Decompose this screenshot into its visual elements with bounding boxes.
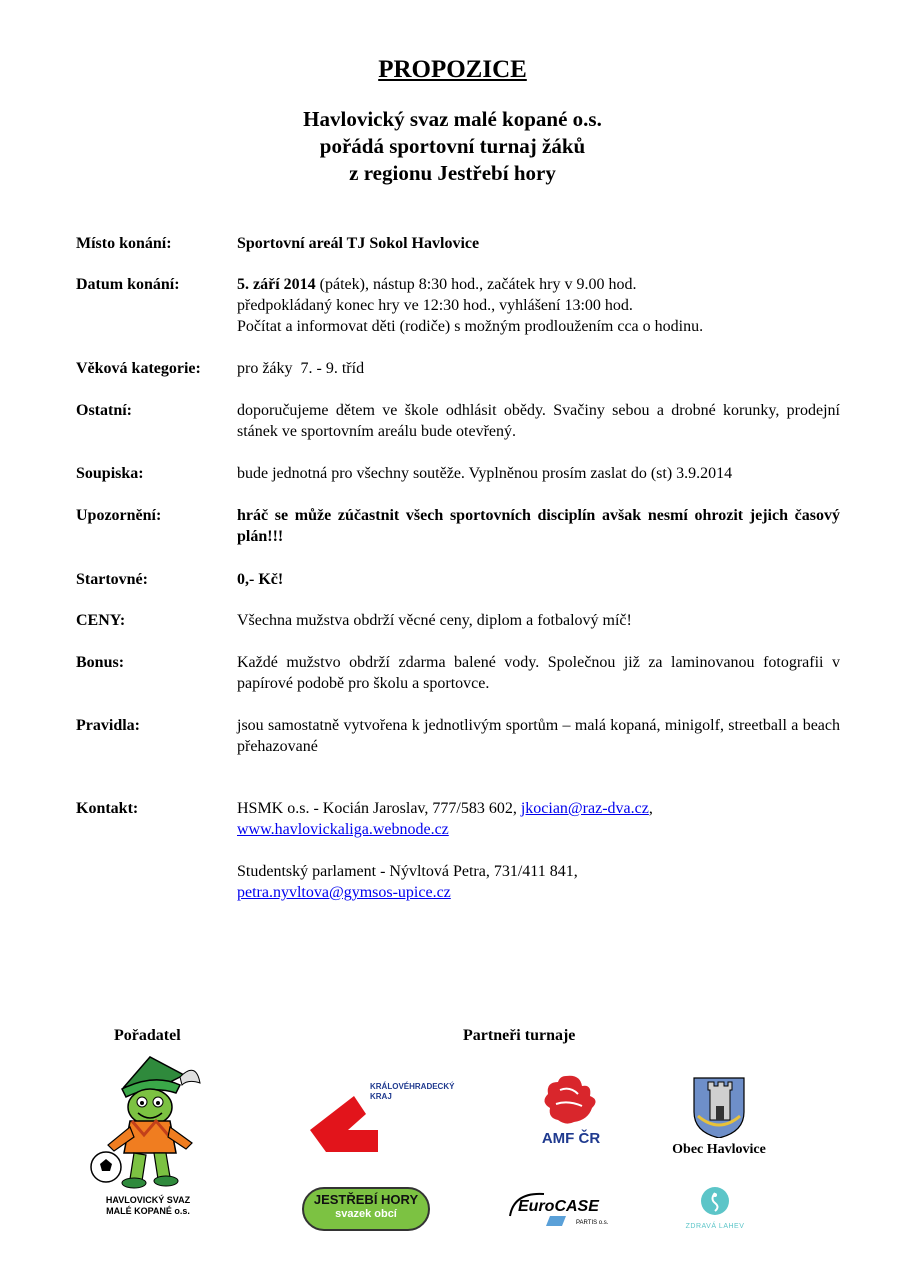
label-datum: Datum konání: <box>76 276 180 293</box>
value-startovne: 0,- Kč! <box>237 571 284 588</box>
zdrava-text: ZDRAVÁ LAHEV <box>685 1223 745 1230</box>
value-vek: pro žáky 7. - 9. tříd <box>237 360 365 377</box>
mascot-illustration <box>84 1055 212 1195</box>
obec-text: Obec Havlovice <box>672 1142 766 1157</box>
jestrebi-hory-logo <box>302 1187 430 1231</box>
obec-havlovice-logo <box>664 1076 774 1162</box>
value-misto: Sportovní areál TJ Sokol Havlovice <box>237 235 480 252</box>
value-kontakt <box>237 798 840 903</box>
havlovicky-svaz-logo <box>84 1055 212 1221</box>
poradatel-logo-line-1: HAVLOVICKÝ SVAZ <box>105 1195 191 1205</box>
label-pravidla: Pravidla: <box>76 717 140 734</box>
label-soupiska: Soupiska: <box>76 465 144 482</box>
eurocase-sub: PARTIS o.s. <box>576 1220 609 1226</box>
label-vek: Věková kategorie: <box>76 360 201 377</box>
datum-line2: předpokládaný konec hry ve 12:30 hod., vyhlášení 13:00 hod. <box>237 297 633 314</box>
contact1-text: HSMK o.s. - Kocián Jaroslav, 777/583 602, <box>237 800 521 817</box>
datum-line3: Počítat a informovat děti (rodiče) s možným prodloužením cca o hodinu. <box>237 318 704 335</box>
label-ostatni: Ostatní: <box>76 402 132 419</box>
partneri-label: Partneři turnaje <box>463 1027 576 1044</box>
page-title: PROPOZICE <box>378 56 527 83</box>
value-ostatni: doporučujeme dětem ve škole odhlásit obědy. Svačiny sebou a drobné korunky, prodejní stánek ve sportovním areálu bude otevřený. <box>237 402 840 440</box>
value-ceny: Všechna mužstva obdrží věcné ceny, diplom a fotbalový míč! <box>237 612 632 629</box>
eurocase-logo <box>504 1186 616 1232</box>
contact1-comma: , <box>648 800 653 817</box>
coat-of-arms-icon <box>664 1076 774 1138</box>
poradatel-label: Pořadatel <box>114 1027 181 1044</box>
label-ceny: CENY: <box>76 612 126 629</box>
amf-text: AMF ČR <box>541 1130 601 1147</box>
zdrava-lahev-icon <box>680 1185 750 1221</box>
amf-lion-icon <box>530 1072 612 1128</box>
value-bonus: Každé mužstvo obdrží zdarma balené vody. Společnou již za laminovanou fotografii v papírové podobě pro školu a sportovce. <box>237 654 840 692</box>
value-pravidla: jsou samostatně vytvořena k jednotlivým sportům – malá kopaná, minigolf, streetball a beach přehazované <box>237 717 840 755</box>
jestrebi-text-1: JESTŘEBÍ HORY <box>313 1192 419 1207</box>
subtitle-line-1: Havlovický svaz malé kopané o.s. <box>303 107 602 131</box>
amf-cr-logo <box>530 1072 612 1152</box>
subtitle-line-2: pořádá sportovní turnaj žáků <box>319 134 586 158</box>
value-soupiska: bude jednotná pro všechny soutěže. Vyplněnou prosím zaslat do (st) 3.9.2014 <box>237 465 733 482</box>
label-startovne: Startovné: <box>76 571 148 588</box>
value-datum <box>237 274 840 337</box>
eurocase-text: EuroCASE <box>518 1198 599 1215</box>
datum-line1: (pátek), nástup 8:30 hod., začátek hry v 9.00 hod. <box>315 276 637 293</box>
label-kontakt: Kontakt: <box>76 800 139 817</box>
zdrava-lahev-logo <box>680 1185 750 1237</box>
subtitle-line-3: z regionu Jestřebí hory <box>349 161 556 185</box>
page-subtitle <box>0 106 905 187</box>
label-bonus: Bonus: <box>76 654 125 671</box>
contact2-text: Studentský parlament - Nývltová Petra, 731/411 841, <box>237 863 578 880</box>
datum-date: 5. září 2014 <box>237 276 316 293</box>
kraj-text-2: KRAJ <box>370 1092 392 1101</box>
poradatel-logo-line-2: MALÉ KOPANÉ o.s. <box>106 1206 190 1216</box>
contact2-email-link[interactable]: petra.nyvltova@gymsos-upice.cz <box>237 884 451 901</box>
label-misto: Místo konání: <box>76 235 172 252</box>
kraj-text-1: KRÁLOVÉHRADECKÝ <box>370 1082 455 1091</box>
label-upozorneni: Upozornění: <box>76 507 162 524</box>
kralovehradecky-kraj-logo <box>308 1078 478 1158</box>
contact1-email-link[interactable]: jkocian@raz-dva.cz <box>520 800 649 817</box>
value-upozorneni: hráč se může zúčastnit všech sportovních disciplín avšak nesmí ohrozit jejich časový plán!!! <box>237 507 840 545</box>
jestrebi-text-2: svazek obcí <box>335 1208 397 1220</box>
contact1-web-link[interactable]: www.havlovickaliga.webnode.cz <box>237 821 449 838</box>
